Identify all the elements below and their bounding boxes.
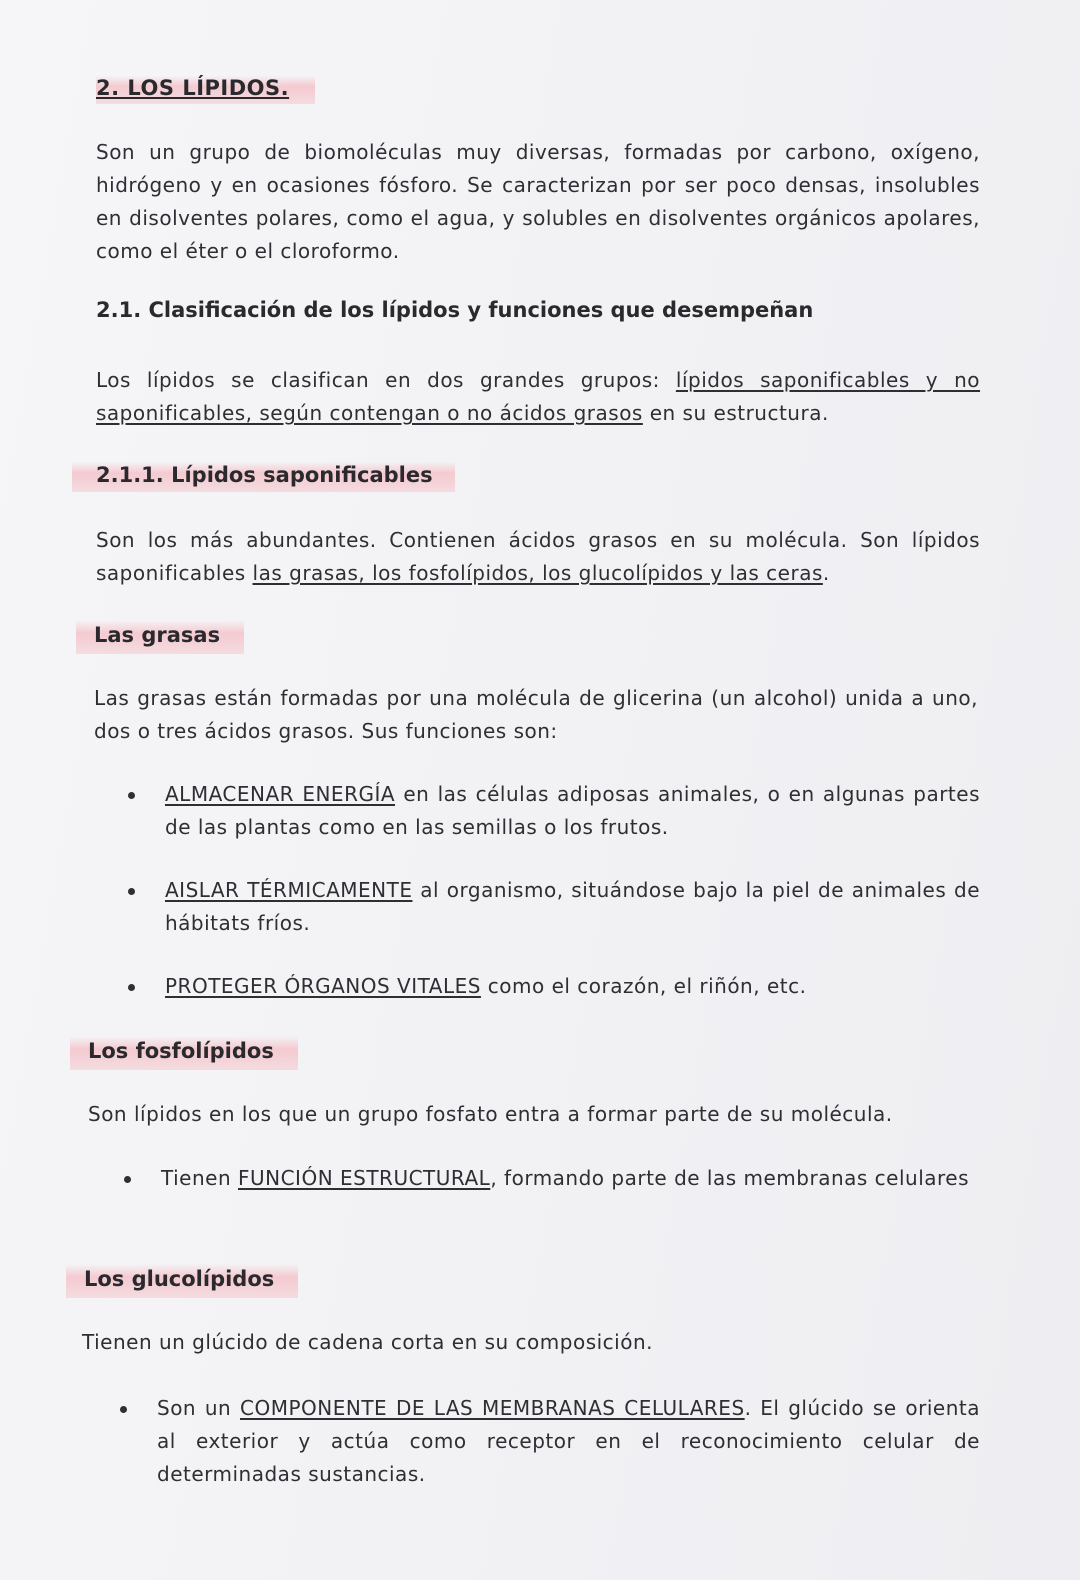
classification-underlined: lípidos saponificables y no saponificables, según contengan o no ácidos grasos [96,368,981,425]
fosfolipidos-heading: Los fosfolípidos [70,1032,298,1070]
bullet-rest: como el corazón, el riñón, etc. [480,974,807,998]
grasas-bullet-1 [128,778,980,844]
saponifiable-paragraph [96,524,980,590]
bullet-text [165,970,806,1003]
fosfolipidos-bullet [124,1162,980,1195]
bullet-keyword: COMPONENTE DE LAS MEMBRANAS CELULARES [240,1396,745,1420]
glucolipidos-heading: Los glucolípidos [66,1260,298,1298]
bullet-text-end: , formando parte de las membranas celulares [490,1166,970,1190]
bullet-dot [120,1406,127,1413]
bullet-dot [128,888,135,895]
bullet-text-end: . El glúcido se orienta al exterior y actúa como receptor en el reconocimiento celular de determinadas sustancias. [157,1396,980,1486]
bullet-dot [128,792,135,799]
section-title: 2. LOS LÍPIDOS. [96,72,315,104]
classification-paragraph [96,364,980,430]
saponifiable-text-start: Son los más abundantes. Contienen ácidos grasos en su molécula. Son lípidos saponificables [96,528,980,585]
bullet-dot [128,984,135,991]
bullet-text [157,1392,980,1491]
bullet-text [165,778,980,844]
grasas-paragraph: Las grasas están formadas por una molécula de glicerina (un alcohol) unida a uno, dos o tres ácidos grasos. Sus funciones son: [94,686,978,743]
intro-paragraph: Son un grupo de biomoléculas muy diversas, formadas por carbono, oxígeno, hidrógeno y en ocasiones fósforo. Se caracterizan por ser poco densas, insolubles en disolventes polares, como el agua, y solubles en disolventes orgánicos apolares, como el éter o el cloroformo. [96,140,980,263]
grasas-bullet-3 [128,970,980,1003]
grasas-bullet-2 [128,874,980,940]
glucolipidos-bullet [120,1392,980,1491]
fosfolipidos-paragraph: Son lípidos en los que un grupo fosfato entra a formar parte de su molécula. [88,1102,893,1126]
bullet-keyword: AISLAR TÉRMICAMENTE [165,878,413,902]
saponifiable-underlined: las grasas, los fosfolípidos, los glucolípidos y las ceras [252,561,823,585]
grasas-heading: Las grasas [76,616,244,654]
bullet-text [161,1162,969,1195]
bullet-text-start: Son un [157,1396,240,1420]
bullet-text-start: Tienen [161,1166,238,1190]
saponifiable-heading: 2.1.1. Lípidos saponificables [72,458,455,492]
classification-heading: 2.1. Clasificación de los lípidos y funciones que desempeñan [96,298,814,322]
bullet-keyword: FUNCIÓN ESTRUCTURAL [237,1166,491,1190]
saponifiable-text-end: . [822,561,830,585]
classification-text-end: en su estructura. [642,401,829,425]
bullet-text [165,874,980,940]
bullet-keyword: PROTEGER ÓRGANOS VITALES [165,974,481,998]
bullet-rest: en las células adiposas animales, o en algunas partes de las plantas como en las semillas o los frutos. [165,782,980,839]
bullet-rest: al organismo, situándose bajo la piel de animales de hábitats fríos. [165,878,981,935]
bullet-dot [124,1176,131,1183]
bullet-keyword: ALMACENAR ENERGÍA [165,782,396,806]
classification-text-start: Los lípidos se clasifican en dos grandes grupos: [96,368,676,392]
glucolipidos-paragraph: Tienen un glúcido de cadena corta en su composición. [82,1330,653,1354]
